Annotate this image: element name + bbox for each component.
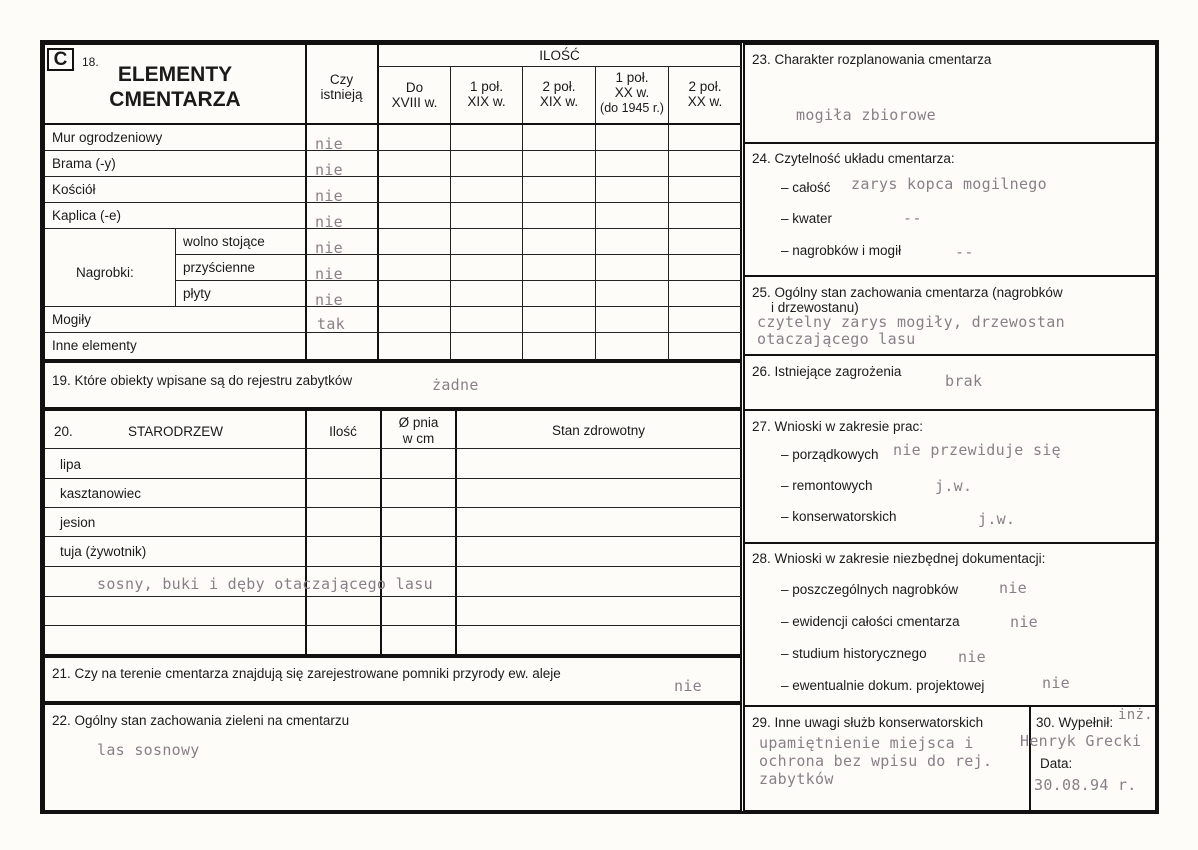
tree-chestnut: kasztanowiec	[60, 486, 142, 501]
section-19-value: żadne	[432, 376, 479, 394]
section-28-value-inventory: nie	[1010, 613, 1038, 631]
section-24-label: 24. Czytelność układu cmentarza:	[752, 151, 955, 166]
section-30-name: Henryk Grecki	[1020, 732, 1142, 750]
value-slabs: nie	[315, 291, 343, 309]
section-20-title: STARODRZEW	[128, 424, 223, 439]
section-23-value: mogiła zbiorowe	[796, 106, 936, 124]
row-label-slabs: płyty	[183, 286, 211, 301]
section-19-label: 19. Które obiekty wpisane są do rejestru zabytków	[52, 373, 353, 388]
section-29-label: 29. Inne uwagi służb konserwatorskich	[752, 715, 984, 730]
section-28-item-design: – ewentualnie dokum. projektowej	[781, 678, 985, 693]
section-28-value-history: nie	[958, 648, 986, 666]
period-5-l1: 2 poł.	[688, 79, 722, 94]
section-25-label-l1: 25. Ogólny stan zachowania cmentarza (nagrobków	[752, 285, 1063, 300]
section-30-date-label: Data:	[1040, 756, 1073, 771]
row-label-freestanding: wolno stojące	[183, 234, 265, 249]
section-24-item-tombstones: – nagrobków i mogił	[781, 243, 902, 258]
section-18-title-line2: CMENTARZA	[109, 88, 241, 111]
section-27-label: 27. Wnioski w zakresie prac:	[752, 419, 924, 434]
period-1-l1: Do	[405, 80, 424, 95]
section-30-date: 30.08.94 r.	[1034, 776, 1137, 794]
quantity-header: ILOŚĆ	[539, 48, 580, 63]
column-trunk-l2: w cm	[402, 431, 435, 446]
section-22-label: 22. Ogólny stan zachowania zieleni na cmentarzu	[52, 713, 350, 728]
section-18-title-line1: ELEMENTY	[117, 63, 233, 86]
section-24-item-quarters: – kwater	[781, 211, 833, 226]
value-church: nie	[315, 187, 343, 205]
section-28-value-tombstones: nie	[999, 579, 1027, 597]
section-30-title: inż.	[1118, 707, 1153, 723]
period-5-l2: XX w.	[687, 94, 723, 109]
section-24-value-total: zarys kopca mogilnego	[851, 175, 1047, 193]
row-label-gate: Brama (-y)	[52, 156, 116, 171]
section-29-value-l2: ochrona bez wpisu do rej.	[759, 752, 993, 770]
section-28-value-design: nie	[1042, 674, 1070, 692]
section-27-value-conservation: j.w.	[978, 510, 1016, 528]
section-27-item-cleanup: – porządkowych	[781, 447, 879, 462]
row-label-wall: Mur ogrodzeniowy	[52, 130, 163, 145]
section-27-value-cleanup: nie przewiduje się	[893, 441, 1061, 459]
section-20-number: 20.	[54, 424, 73, 439]
period-4-l1: 1 poł.	[615, 70, 649, 85]
value-gate: nie	[315, 161, 343, 179]
period-2-l2: XIX w.	[467, 94, 506, 109]
column-health: Stan zdrowotny	[551, 423, 646, 438]
period-4-l2: XX w.	[614, 85, 650, 100]
section-28-label: 28. Wnioski w zakresie niezbędnej dokumentacji:	[752, 551, 1046, 566]
section-21-value: nie	[674, 677, 702, 695]
value-freestanding: nie	[315, 239, 343, 257]
section-30-label: 30. Wypełnił:	[1036, 715, 1114, 730]
row-label-wall-mounted: przyścienne	[183, 260, 256, 275]
section-28-item-history: – studium historycznego	[781, 646, 927, 661]
section-28-item-tombstones: – poszczególnych nagrobków	[781, 582, 959, 597]
trees-extra-value: sosny, buki i dęby otaczającego lasu	[97, 575, 433, 593]
value-wall-mounted: nie	[315, 265, 343, 283]
section-25-value-l1: czytelny zarys mogiły, drzewostan	[757, 313, 1065, 331]
section-25-label-l2: i drzewostanu)	[771, 300, 859, 315]
section-27-value-renovation: j.w.	[935, 477, 973, 495]
row-label-church: Kościół	[52, 182, 96, 197]
section-27-item-renovation: – remontowych	[781, 478, 873, 493]
tree-lime: lipa	[60, 457, 82, 472]
section-23-label: 23. Charakter rozplanowania cmentarza	[752, 52, 992, 67]
value-chapel: nie	[315, 213, 343, 231]
section-27-item-conservation: – konserwatorskich	[781, 509, 897, 524]
column-trunk-l1: Ø pnia	[398, 415, 439, 430]
period-3-l1: 2 poł.	[542, 79, 576, 94]
period-2-l1: 1 poł.	[469, 79, 504, 94]
tree-thuja: tuja (żywotnik)	[60, 544, 147, 559]
section-24-value-tombstones: --	[955, 243, 974, 261]
row-label-graves: Mogiły	[52, 312, 92, 327]
value-wall: nie	[315, 135, 343, 153]
section-29-value-l3: zabytków	[759, 770, 834, 788]
row-label-other: Inne elementy	[52, 338, 137, 353]
column-quantity: Ilość	[329, 424, 357, 439]
row-label-chapel: Kaplica (-e)	[52, 208, 122, 223]
section-29-value-l1: upamiętnienie miejsca i	[759, 734, 974, 752]
column-exists-l1: Czy	[329, 72, 354, 87]
tree-ash: jesion	[60, 515, 96, 530]
section-24-value-quarters: --	[903, 209, 922, 227]
section-28-item-inventory: – ewidencji całości cmentarza	[781, 614, 960, 629]
period-4-l3: (do 1945 r.)	[600, 101, 664, 115]
section-25-value-l2: otaczającego lasu	[757, 330, 916, 348]
row-label-tombstones: Nagrobki:	[76, 265, 134, 280]
value-graves: tak	[317, 315, 345, 333]
section-26-value: brak	[945, 372, 983, 390]
section-24-item-total: – całość	[781, 180, 831, 195]
section-26-label: 26. Istniejące zagrożenia	[752, 364, 902, 379]
card-letter: C	[47, 48, 74, 71]
period-1-l2: XVIII w.	[391, 95, 438, 110]
section-18-number: 18.	[82, 55, 99, 69]
section-22-value: las sosnowy	[97, 741, 200, 759]
period-3-l2: XIX w.	[539, 94, 579, 109]
column-exists-l2: istnieją	[320, 87, 363, 102]
section-21-label: 21. Czy na terenie cmentarza znajdują się zarejestrowane pomniki przyrody ew. aleje	[52, 666, 561, 681]
